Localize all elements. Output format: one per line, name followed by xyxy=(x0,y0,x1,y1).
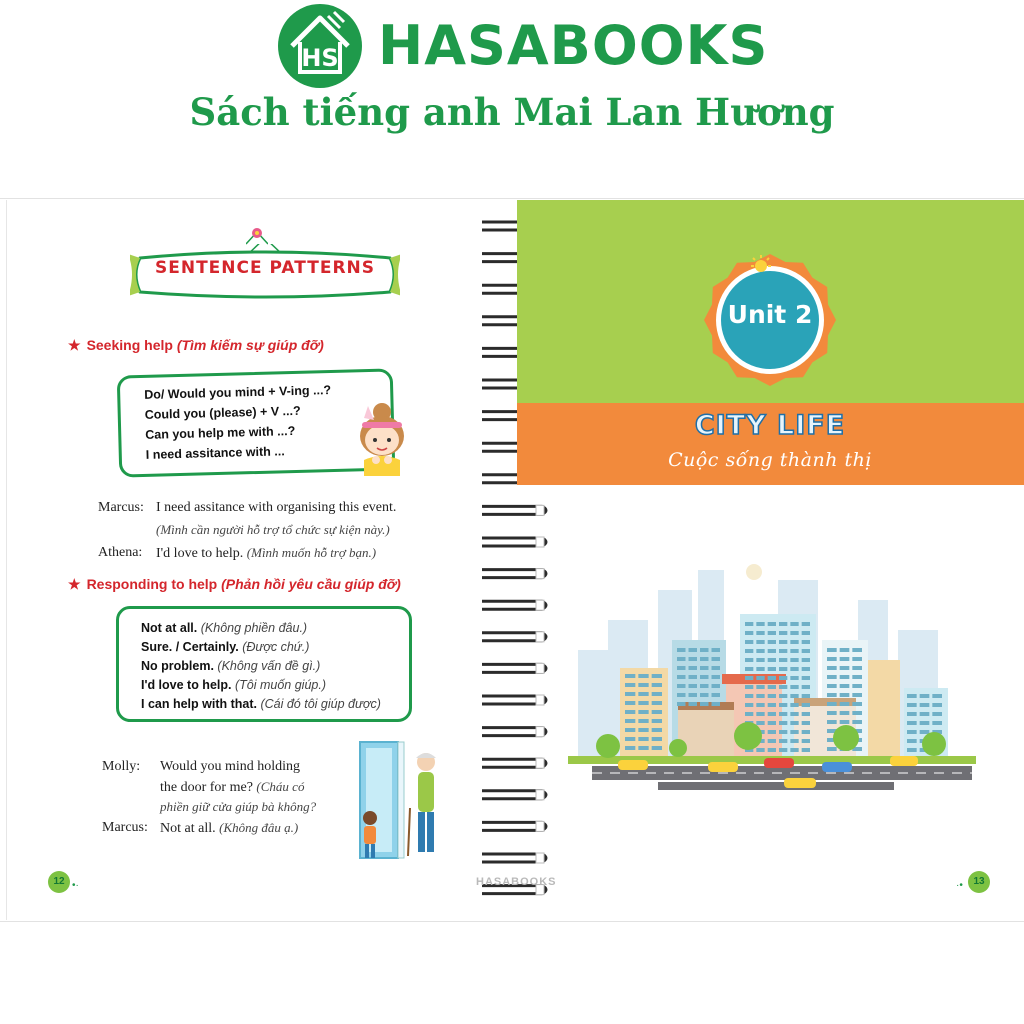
dialogue-speaker: Marcus: xyxy=(102,820,148,835)
response-line: I'd love to help. (Tôi muốn giúp.) xyxy=(141,678,326,692)
door-illustration xyxy=(352,738,444,862)
spiral-ring xyxy=(482,727,546,737)
section-heading-seeking-help: ★ Seeking help (Tìm kiếm sự giúp đỡ) xyxy=(68,337,324,353)
pattern-line: Could you (please) + V ...? xyxy=(144,403,301,422)
house-hs-logo-icon xyxy=(276,2,364,90)
page-number-right: 13 xyxy=(968,871,990,893)
dialogue-translation: phiền giữ cửa giúp bà không? xyxy=(160,799,317,814)
pattern-line: Do/ Would you mind + V-ing ...? xyxy=(144,383,332,402)
response-line: Not at all. (Không phiền đâu.) xyxy=(141,621,308,635)
unit-title: CITY LIFE xyxy=(694,410,846,441)
svg-text:HS: HS xyxy=(301,44,339,72)
spiral-ring xyxy=(482,821,546,831)
pattern-line: Can you help me with ...? xyxy=(145,423,296,442)
spiral-ring xyxy=(482,632,546,642)
dialogue-speaker: Molly: xyxy=(102,759,141,774)
page-number-left: 12 xyxy=(48,871,70,893)
response-line: No problem. (Không vấn đề gì.) xyxy=(141,659,321,673)
dialogue-line: I need assitance with organising this event. xyxy=(156,500,397,515)
spiral-ring xyxy=(482,758,546,768)
spiral-ring xyxy=(482,790,546,800)
dialogue-translation: (Mình cần người hỗ trợ tổ chức sự kiện này.) xyxy=(156,522,390,537)
pattern-line: I need assitance with ... xyxy=(145,444,285,462)
unit-label: Unit 2 xyxy=(727,300,813,329)
flower-icon xyxy=(246,226,268,246)
girl-illustration xyxy=(346,398,418,478)
section-heading-responding: ★ Responding to help (Phản hồi yêu cầu giúp đỡ) xyxy=(68,576,401,592)
star-icon: ★ xyxy=(68,337,81,353)
response-line: I can help with that. (Cái đó tôi giúp được) xyxy=(141,697,381,711)
watermark: HASABOOKS xyxy=(476,876,557,888)
response-line: Sure. / Certainly. (Được chứ.) xyxy=(141,640,310,654)
page-dot: •· xyxy=(72,880,79,891)
dialogue-line: the door for me? (Cháu có xyxy=(160,779,305,795)
page-dot: ·• xyxy=(956,880,963,891)
banner-title: SENTENCE PATTERNS xyxy=(154,258,376,278)
dialogue-line: Would you mind holding xyxy=(160,759,301,774)
spiral-ring xyxy=(482,600,546,610)
city-skyline-illustration xyxy=(568,560,976,792)
unit-subtitle: Cuộc sống thành thị xyxy=(668,449,872,471)
dialogue-line: Not at all. (Không đâu ạ.) xyxy=(160,820,299,836)
brand-name: HASABOOKS xyxy=(378,14,769,77)
dialogue-speaker: Marcus: xyxy=(98,500,144,515)
spiral-ring xyxy=(482,505,546,515)
spiral-ring xyxy=(482,853,546,863)
spiral-ring xyxy=(482,569,546,579)
star-icon: ★ xyxy=(68,576,81,592)
spiral-ring xyxy=(482,537,546,547)
pattern-box-responding xyxy=(116,606,412,722)
sun-icon xyxy=(748,254,774,274)
spiral-ring xyxy=(482,695,546,705)
dialogue-line: I'd love to help. (Mình muốn hỗ trợ bạn.) xyxy=(156,545,377,561)
spiral-ring xyxy=(482,663,546,673)
brand-subtitle: Sách tiếng anh Mai Lan Hương xyxy=(189,90,835,134)
dialogue-speaker: Athena: xyxy=(98,545,143,560)
